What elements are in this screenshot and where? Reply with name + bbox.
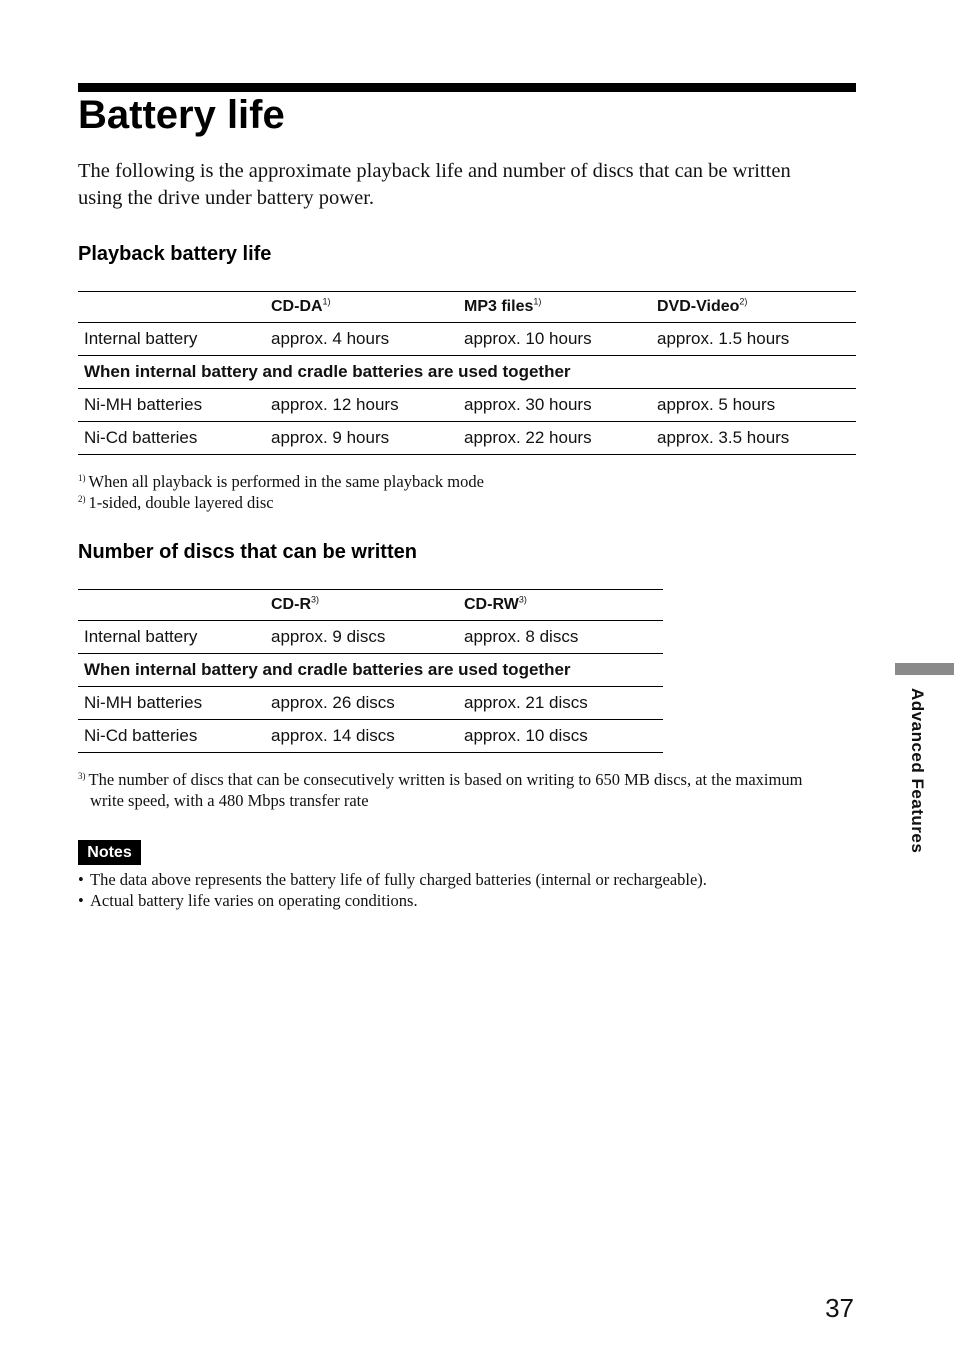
row-label: Internal battery — [84, 627, 198, 646]
table-row — [78, 422, 856, 455]
column-header: DVD-Video$^{2)}$ — [657, 296, 748, 315]
list-item: • Actual battery life varies on operating conditions. — [78, 891, 418, 910]
table-row — [78, 323, 856, 356]
row-label: Ni-Cd batteries — [84, 726, 198, 745]
table-cell: approx. 1.5 hours — [657, 329, 790, 348]
column-header — [78, 590, 265, 621]
bullet-icon: • — [78, 870, 84, 889]
table-cell: approx. 5 hours — [657, 395, 776, 414]
discs-table — [78, 589, 663, 753]
playback-table — [78, 291, 856, 455]
table-row — [78, 720, 663, 753]
section-side-label: Advanced Features — [908, 688, 927, 854]
table-subheading: When internal battery and cradle batteries are used together — [84, 660, 571, 679]
table-header-row — [78, 590, 663, 621]
page-number: 37 — [825, 1293, 854, 1323]
footnote: $^{2)}$ 1-sided, double layered disc — [78, 493, 274, 512]
table-cell: approx. 8 discs — [464, 627, 579, 646]
table-cell: approx. 3.5 hours — [657, 428, 790, 447]
intro-paragraph: The following is the approximate playback life and number of discs that can be written using the drive under battery power. — [78, 160, 791, 209]
table-cell: approx. 26 discs — [271, 693, 395, 712]
table-subheading-row — [78, 356, 856, 389]
column-header: MP3 files$^{1)}$ — [464, 296, 542, 315]
table-cell: approx. 12 hours — [271, 395, 399, 414]
footnote: $^{3)}$ The number of discs that can be consecutively written is based on writing to 650 MB discs, at the maximum write speed, with a 480 Mbps transfer rate — [78, 770, 803, 810]
table-subheading: When internal battery and cradle batteries are used together — [84, 362, 571, 381]
row-label: Ni-MH batteries — [84, 693, 203, 712]
row-label: Internal battery — [84, 329, 198, 348]
column-header: CD-DA$^{1)}$ — [271, 296, 331, 315]
page-title: Battery life — [78, 93, 285, 137]
table-cell: approx. 14 discs — [271, 726, 395, 745]
column-header: CD-RW$^{3)}$ — [464, 594, 527, 613]
table-cell: approx. 10 discs — [464, 726, 588, 745]
table-row — [78, 687, 663, 720]
column-header — [78, 292, 265, 323]
discs-heading: Number of discs that can be written — [78, 541, 417, 563]
column-header: CD-R$^{3)}$ — [271, 594, 320, 613]
notes-label: Notes — [78, 840, 141, 865]
row-label: Ni-MH batteries — [84, 395, 203, 414]
table-cell: approx. 9 discs — [271, 627, 386, 646]
list-item: • The data above represents the battery life of fully charged batteries (internal or rechargeable). — [78, 870, 707, 889]
table-cell: approx. 21 discs — [464, 693, 588, 712]
footnote: $^{1)}$ When all playback is performed in the same playback mode — [78, 472, 484, 491]
row-label: Ni-Cd batteries — [84, 428, 198, 447]
table-cell: approx. 10 hours — [464, 329, 592, 348]
playback-heading: Playback battery life — [78, 243, 272, 265]
section-tab — [895, 663, 954, 675]
table-cell: approx. 30 hours — [464, 395, 592, 414]
table-cell: approx. 9 hours — [271, 428, 390, 447]
table-cell: approx. 4 hours — [271, 329, 390, 348]
title-rule — [78, 83, 856, 92]
table-row — [78, 621, 663, 654]
table-subheading-row — [78, 654, 663, 687]
table-cell: approx. 22 hours — [464, 428, 592, 447]
table-header-row — [78, 292, 856, 323]
bullet-icon: • — [78, 891, 84, 910]
notes-list — [78, 869, 838, 911]
table-row — [78, 389, 856, 422]
